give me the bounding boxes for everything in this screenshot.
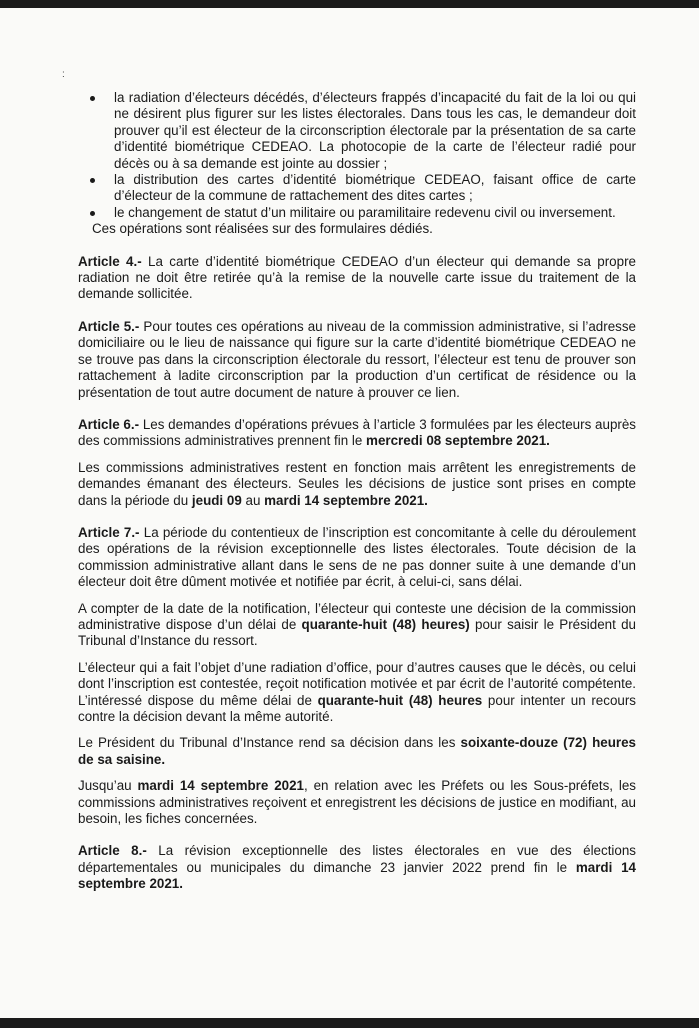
list-item: la radiation d’électeurs décédés, d’électeurs frappés d’incapacité du fait de la loi ou qui ne désirent plus figurer sur les listes électorales. Dans tous les cas, le demandeur doit prouver qu’il est électeur de la circonscription électorale par la présentation de sa carte d’identité biométrique CEDEAO. La photocopie de la carte de l’électeur radié pour décès ou à sa demande est jointe au dossier ; xyxy=(78,90,636,172)
article-7-text: pour saisir le Président du Tribunal d’Instance du ressort. xyxy=(78,616,636,649)
article-7-paragraph-1 xyxy=(78,525,636,591)
article-7-text: pour intenter un recours contre la décision devant la même autorité. xyxy=(78,692,636,724)
article-7-paragraph-2 xyxy=(78,601,636,650)
article-6-title: Article 6.- xyxy=(78,416,140,432)
article-8-title: Article 8.- xyxy=(78,843,147,859)
article-7-delay: soixante-douze (72) heures de sa saisine. xyxy=(78,735,636,767)
stray-mark: : xyxy=(62,69,65,80)
article-6-paragraph-1 xyxy=(78,417,636,450)
article-7-paragraph-5 xyxy=(78,778,636,827)
article-7-text: Le Président du Tribunal d’Instance rend sa décision dans les xyxy=(78,735,461,751)
article-7-text: L’électeur qui a fait l’objet d’une radiation d’office, pour d’autres causes que le décès, ou celui dont l’inscription est contestée, reçoit notification motivée et par écrit de l’autorité compétente. L’intéressé dispose du même délai de xyxy=(78,659,636,708)
article-7-paragraph-3 xyxy=(78,660,636,726)
article-8-text: La révision exceptionnelle des listes électorales en vue des élections départementales ou municipales du dimanche 23 janvier 2022 prend fin le xyxy=(78,843,636,875)
article-6-end-date: mardi 14 septembre 2021. xyxy=(264,492,428,508)
article-6 xyxy=(78,417,636,509)
article-7-text: La période du contentieux de l’inscription est concomitante à celle du déroulement des opérations de la révision exceptionnelle des listes électorales. Toute décision de la commission administrative allant dans le sens de ne pas donner suite à une demande d’un électeur doit être dûment motivée et notifiée par écrit, à celui-ci, sans délai. xyxy=(78,524,636,590)
article-4-title: Article 4.- xyxy=(78,253,142,269)
article-6-text: Les commissions administratives restent en fonction mais arrêtent les enregistrements de demandes émanant des électeurs. Seules les décisions de justice sont prises en compte dans la période du xyxy=(78,459,636,508)
article-7-text: A compter de la date de la notification, l’électeur qui conteste une décision de la commission administrative dispose d’un délai de xyxy=(78,600,636,632)
list-item: le changement de statut d’un militaire ou paramilitaire redevenu civil ou inversement. xyxy=(78,205,636,221)
article-7-delay: quarante-huit (48) heures xyxy=(317,692,483,708)
article-7-text: , en relation avec les Préfets ou les Sous-préfets, les commissions administratives reçoivent et enregistrent les décisions de justice en modifiant, au besoin, les fiches concernées. xyxy=(78,778,636,827)
article-5-title: Article 5.- xyxy=(78,318,140,334)
closing-line: Ces opérations sont réalisées sur des formulaires dédiés. xyxy=(92,221,433,237)
article-6-text: Les demandes d’opérations prévues à l’article 3 formulées par les électeurs auprès des commissions administratives prennent fin le xyxy=(78,416,636,449)
document-page xyxy=(78,90,636,893)
article-6-text: au xyxy=(241,492,265,508)
article-8 xyxy=(78,843,636,892)
article-5-paragraph xyxy=(78,319,636,401)
article-8-paragraph xyxy=(78,843,636,892)
article-4-paragraph xyxy=(78,254,636,303)
article-5 xyxy=(78,319,636,401)
article-4 xyxy=(78,254,636,303)
article-7-delay: quarante-huit (48) heures) xyxy=(301,616,470,632)
article-5-text: Pour toutes ces opérations au niveau de la commission administrative, si l’adresse domiciliaire ou le lieu de naissance qui figure sur la carte d’identité biométrique CEDEAO ne se trouve pas dans la circonscription électorale du ressort, l’électeur est tenu de prouver son rattachement à ladite circonscription par la production d’un certificat de résidence ou la présentation de tout autre document de nature à prouver ce lien. xyxy=(78,318,636,400)
list-item: la distribution des cartes d’identité biométrique CEDEAO, faisant office de carte d’électeur de la commune de rattachement des dites cartes ; xyxy=(78,172,636,205)
operations-list xyxy=(78,90,636,221)
article-7-date: mardi 14 septembre 2021 xyxy=(137,778,304,794)
article-7-text: Jusqu’au xyxy=(78,778,138,794)
article-6-paragraph-2 xyxy=(78,460,636,509)
article-4-text: La carte d’identité biométrique CEDEAO d’un électeur qui demande sa propre radiation ne doit être retirée qu’à la remise de la nouvelle carte issue du traitement de la demande sollicitée. xyxy=(78,253,636,302)
article-8-end-date: mardi 14 septembre 2021. xyxy=(78,859,636,892)
article-6-deadline: mercredi 08 septembre 2021. xyxy=(366,433,550,449)
article-7 xyxy=(78,525,636,828)
article-7-paragraph-4 xyxy=(78,735,636,768)
article-7-title: Article 7.- xyxy=(78,524,140,540)
article-6-start-date: jeudi 09 xyxy=(191,492,242,508)
top-edge-bar xyxy=(0,0,699,8)
bottom-edge-bar xyxy=(0,1018,699,1028)
